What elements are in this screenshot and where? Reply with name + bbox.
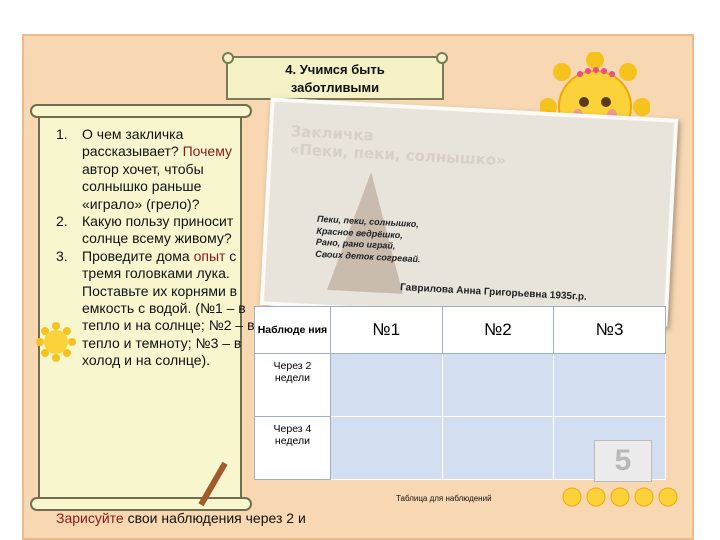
question-number: 1. bbox=[56, 126, 68, 142]
poem-author: Гаврилова Анна Григорьевна 1935г.р. bbox=[399, 282, 588, 303]
scroll-roll-top bbox=[30, 104, 252, 118]
extra-rest: свои наблюдения через 2 и bbox=[123, 510, 306, 526]
table-cell[interactable] bbox=[442, 354, 554, 417]
title-line2: заботливыми bbox=[290, 80, 380, 95]
question-part-highlight: Почему bbox=[182, 143, 232, 160]
table-row-label: Через 4 недели bbox=[255, 417, 331, 480]
questions-list bbox=[56, 126, 256, 370]
poem-line: Красное ведрёшко, bbox=[316, 225, 404, 240]
poem-line: Рано, рано играй, bbox=[315, 236, 396, 251]
question-item bbox=[56, 126, 256, 213]
picture-title-line1: Закличка bbox=[290, 122, 375, 145]
question-part: Какую пользу приносит солнце всему живому? bbox=[82, 213, 234, 247]
title-banner bbox=[226, 56, 444, 100]
question-item bbox=[56, 248, 256, 370]
table-header-col: №2 bbox=[442, 307, 554, 354]
question-number: 3. bbox=[56, 247, 68, 264]
question-number: 2. bbox=[56, 213, 68, 230]
question-text bbox=[82, 213, 256, 248]
extra-lead: Зарисуйте bbox=[56, 510, 124, 526]
table-row-label: Через 2 недели bbox=[255, 354, 331, 417]
question-text bbox=[82, 248, 256, 370]
scroll-roll-bottom bbox=[30, 497, 252, 511]
question-part-highlight: опыт bbox=[193, 247, 226, 264]
table-header-col: №3 bbox=[554, 307, 666, 354]
title-line1: 4. Учимся быть bbox=[285, 62, 385, 77]
table-row bbox=[255, 354, 666, 417]
question-part: с тремя головками лука. Поставьте их корнями в емкость с водой. (№1 – в тепло и на солнце; №2 – в тепло и темноту; №3 – в холод и на солнце). bbox=[82, 247, 255, 369]
table-caption: Таблица для наблюдений bbox=[396, 494, 492, 503]
table-cell[interactable] bbox=[442, 417, 554, 480]
question-part: Проведите дома bbox=[82, 247, 194, 264]
table-header-row bbox=[255, 307, 666, 354]
poem-line: Своих деток согревай. bbox=[315, 248, 421, 264]
scroll-curl-icon bbox=[222, 52, 234, 64]
table-cell[interactable] bbox=[330, 354, 442, 417]
extra-instruction bbox=[56, 510, 306, 527]
scroll-curl-icon bbox=[436, 52, 448, 64]
picture-title-line2: «Пеки, пеки, солнышко» bbox=[289, 140, 507, 170]
table-cell[interactable] bbox=[330, 417, 442, 480]
poem-line: Пеки, пеки, солнышко, bbox=[316, 213, 420, 230]
slide-number-badge: 5 bbox=[594, 440, 652, 482]
question-part: О чем закличка рассказывает? bbox=[82, 126, 184, 160]
question-text bbox=[82, 126, 256, 213]
table-header-label: Наблюде ния bbox=[255, 307, 331, 354]
table-header-col: №1 bbox=[330, 307, 442, 354]
mini-sun-row-icon bbox=[560, 484, 680, 510]
question-part: автор хочет, чтобы солнышко раньше «играло» (грело)? bbox=[82, 160, 204, 212]
question-item bbox=[56, 213, 256, 248]
table-cell[interactable] bbox=[554, 354, 666, 417]
